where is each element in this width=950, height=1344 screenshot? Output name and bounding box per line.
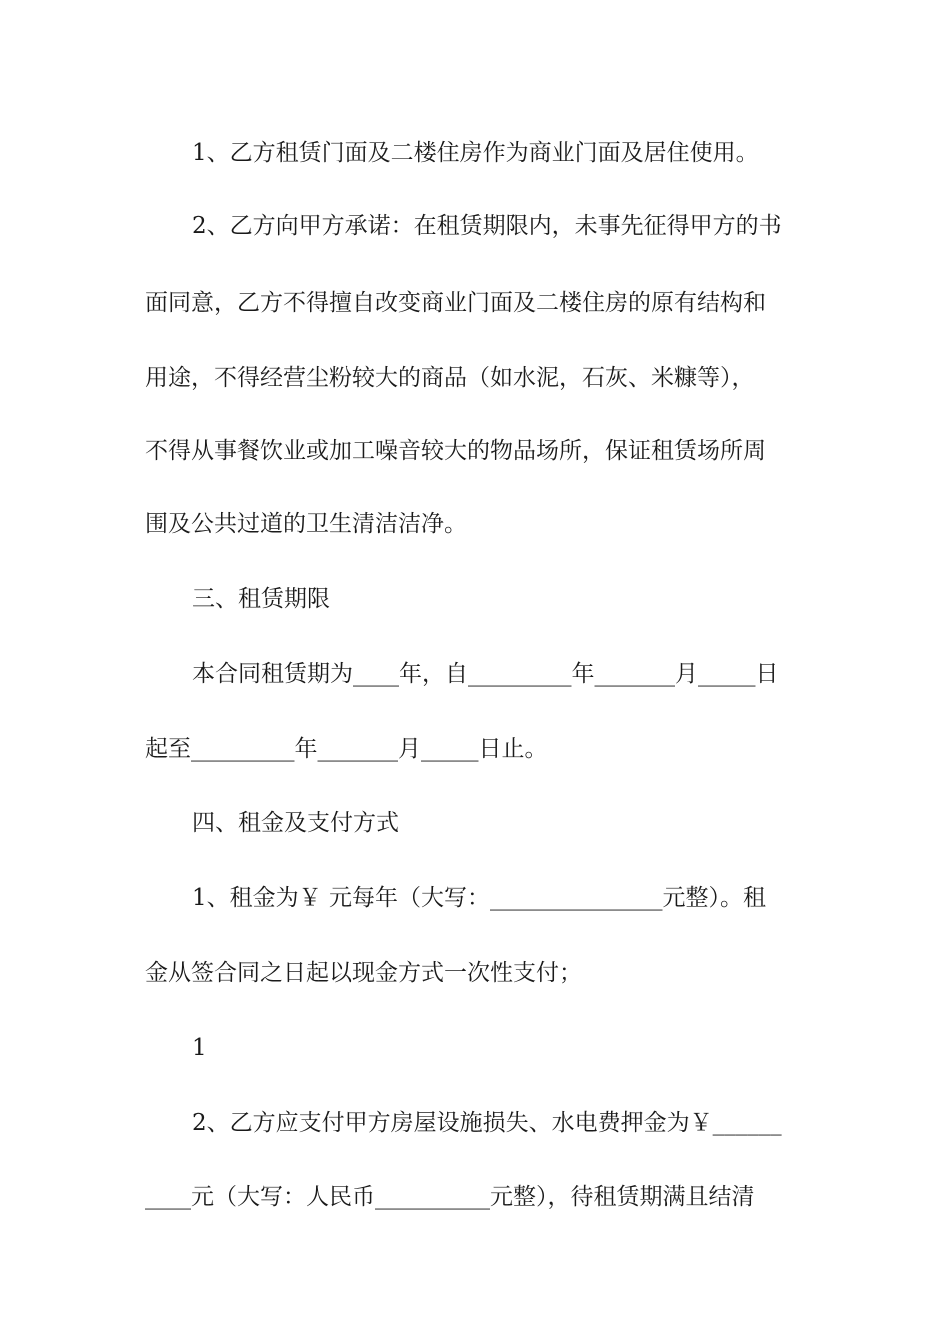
section-3-heading: 三、租赁期限	[192, 586, 330, 612]
clause-4-2-line-2: ____元（大写：人民币__________元整），待租赁期满且结清	[145, 1184, 755, 1210]
clause-2-2-line-4: 不得从事餐饮业或加工噪音较大的物品场所，保证租赁场所周	[145, 438, 766, 464]
page-number: 1	[192, 1035, 207, 1061]
clause-4-1-line-2: 金从签合同之日起以现金方式一次性支付；	[145, 960, 582, 986]
section-4-heading: 四、租金及支付方式	[192, 810, 399, 836]
lease-term-line-1: 本合同租赁期为____年，自_________年_______月_____日	[192, 661, 779, 687]
clause-2-1-usage: 1、乙方租赁门面及二楼住房作为商业门面及居住使用。	[192, 140, 759, 166]
lease-term-line-2: 起至_________年_______月_____日止。	[145, 736, 548, 762]
clause-4-1-line-1: 1、租金为￥ 元每年（大写：_______________元整）。租	[192, 885, 766, 911]
clause-4-2-line-1: 2、乙方应支付甲方房屋设施损失、水电费押金为￥______	[192, 1110, 782, 1136]
clause-2-2-line-5: 围及公共过道的卫生清洁洁净。	[145, 511, 467, 537]
clause-2-2-line-3: 用途，不得经营尘粉较大的商品（如水泥，石灰、米糠等），	[145, 365, 755, 391]
clause-2-2-line-2: 面同意，乙方不得擅自改变商业门面及二楼住房的原有结构和	[145, 290, 766, 316]
clause-2-2-line-1: 2、乙方向甲方承诺：在租赁期限内，未事先征得甲方的书	[192, 213, 782, 239]
